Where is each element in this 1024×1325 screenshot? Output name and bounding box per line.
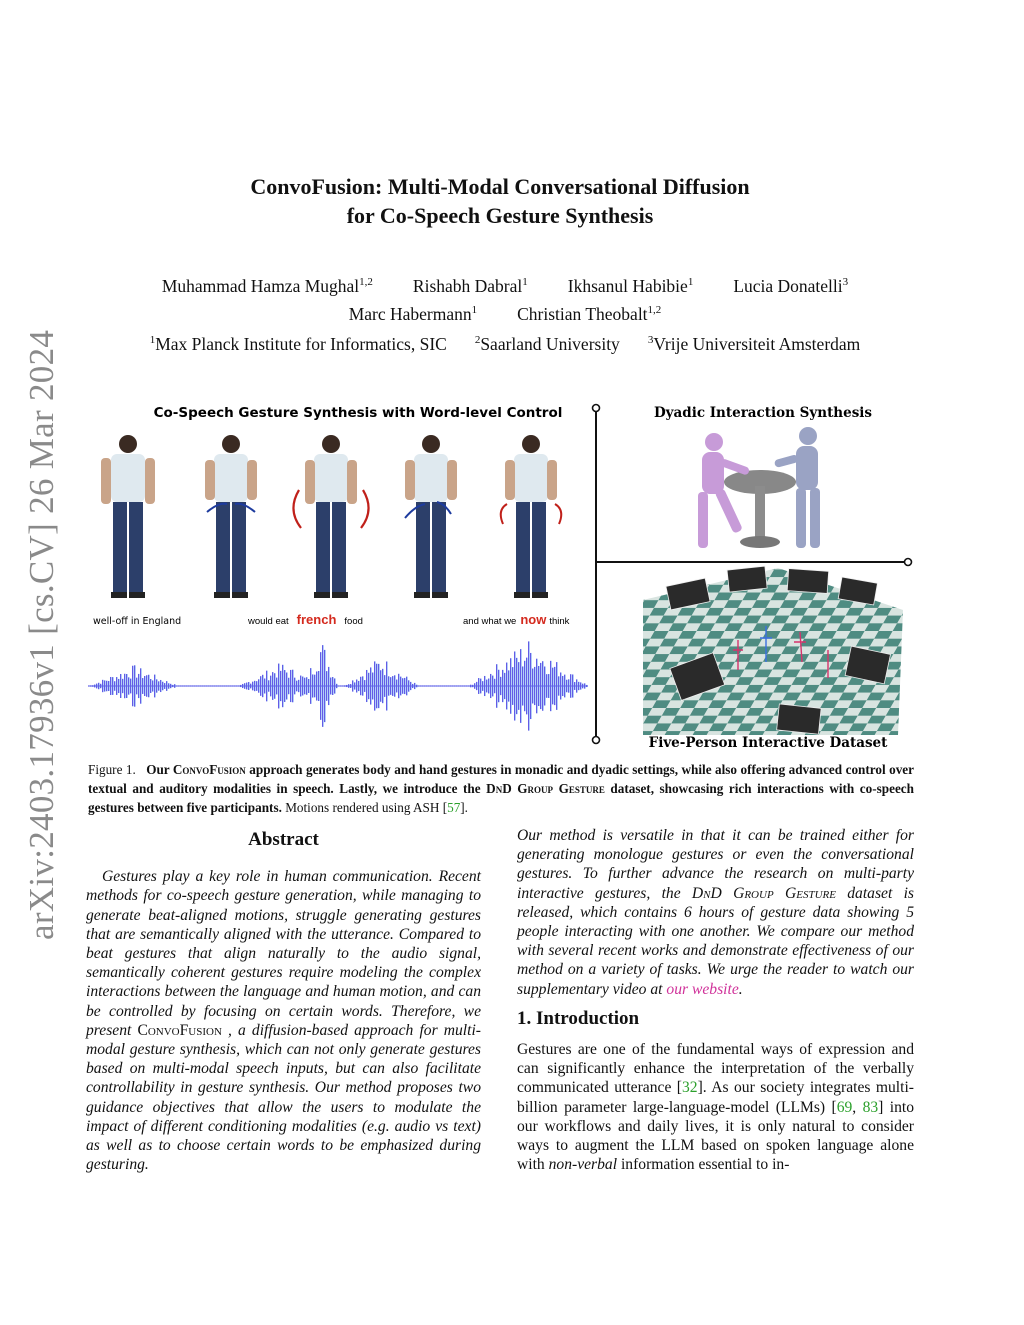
waveform-bar [576, 679, 577, 692]
waveform-bar [346, 685, 347, 687]
waveform-bar [242, 684, 243, 688]
waveform-bar [446, 685, 447, 686]
waveform-bar [374, 661, 375, 710]
waveform-bar [274, 673, 275, 699]
waveform-bar [146, 675, 147, 697]
person-figure-3 [293, 435, 368, 598]
waveform-bar [180, 685, 181, 686]
waveform-bar [104, 680, 105, 691]
waveform-bar [98, 683, 99, 689]
waveform-bar [134, 665, 135, 706]
waveform-bar [464, 685, 465, 686]
waveform-bar [124, 674, 125, 698]
waveform-bar [88, 685, 89, 686]
waveform-bar [564, 675, 565, 698]
waveform-bar [222, 685, 223, 686]
waveform-bar [138, 674, 139, 698]
waveform-bar [586, 685, 587, 687]
waveform-bar [318, 671, 319, 701]
waveform-bar [448, 685, 449, 686]
waveform-bar [272, 672, 273, 700]
waveform-bar [330, 678, 331, 695]
waveform-bar [282, 665, 283, 707]
waveform-bar [450, 685, 451, 686]
waveform-bar [212, 685, 213, 686]
waveform-bar [210, 685, 211, 686]
waveform-bar [444, 685, 445, 686]
waveform-bar [314, 675, 315, 698]
waveform-bar [474, 683, 475, 689]
waveform-bar [154, 675, 155, 698]
waveform-bar [194, 685, 195, 686]
waveform-bar [554, 667, 555, 705]
waveform-bar [420, 685, 421, 686]
waveform-bar [558, 676, 559, 695]
waveform-bar [176, 685, 177, 686]
waveform-bar [152, 680, 153, 691]
teaser-figure [88, 400, 920, 750]
waveform-bar [284, 670, 285, 702]
arxiv-identifier: arXiv:2403.17936v1 [cs.CV] 26 Mar 2024 [22, 329, 61, 940]
waveform-bar [280, 671, 281, 701]
waveform-bar [298, 680, 299, 692]
waveform-bar [510, 658, 511, 714]
waveform-bar [522, 666, 523, 705]
waveform-bar [526, 658, 527, 715]
waveform-bar [476, 682, 477, 690]
waveform-bar [202, 685, 203, 686]
waveform-bar [334, 678, 335, 693]
waveform-bar [422, 685, 423, 686]
waveform-bar [246, 683, 247, 690]
waveform-bar [116, 677, 117, 695]
waveform-bar [196, 685, 197, 686]
panel-title-dataset: Five-Person Interactive Dataset [648, 735, 888, 750]
waveform-bar [244, 683, 245, 689]
waveform-bar [226, 685, 227, 686]
waveform-bar [468, 685, 469, 686]
waveform-bar [336, 684, 337, 688]
waveform-bar [426, 685, 427, 686]
waveform-bar [288, 678, 289, 694]
waveform-bar [490, 674, 491, 698]
waveform-bar [182, 685, 183, 686]
waveform-bar [372, 673, 373, 700]
author: Muhammad Hamza Mughal$^{1,2}$ [161, 275, 373, 296]
waveform-bar [192, 685, 193, 686]
waveform-bar [224, 685, 225, 686]
waveform-bar [136, 678, 137, 695]
waveform-bar [294, 678, 295, 695]
waveform-bar [162, 682, 163, 691]
waveform-bar [250, 684, 251, 689]
waveform-bar [286, 673, 287, 700]
waveform-bar [324, 650, 325, 722]
waveform-bar [100, 684, 101, 688]
waveform-bar [228, 685, 229, 686]
waveform-bar [452, 685, 453, 686]
person-figure-1 [101, 435, 155, 598]
citation-link[interactable]: 83 [862, 1098, 879, 1116]
person-figure-4 [405, 435, 457, 598]
citation-link[interactable]: 32 [682, 1079, 698, 1097]
waveform-bar [156, 679, 157, 692]
waveform-bar [112, 677, 113, 695]
waveform-bar [114, 681, 115, 691]
waveform-bar [462, 685, 463, 686]
waveform-bar [540, 663, 541, 709]
waveform-bar [170, 684, 171, 688]
waveform-bar [492, 676, 493, 697]
waveform-bar [406, 677, 407, 696]
waveform-bar [166, 681, 167, 691]
abstract-paragraph-2: Our method is versatile in that it can be trained either for generating monologue gestures or even the conversational gestures. To further advance the research on multi-party interactive gestures, the DnD Group Gesture dataset is released, which contains 6 hours of gesture data showing 5 people interacting with one another. We compare our method with several recent works and demonstrate effectiveness of our method on a variety of tasks. We urge the reader to watch our supplementary video at our website. [517, 827, 914, 998]
waveform-bar [110, 677, 111, 695]
waveform-bar [470, 685, 471, 688]
waveform-bar [432, 685, 433, 686]
waveform-bar [92, 685, 93, 687]
waveform-bar [562, 676, 563, 696]
waveform-bar [388, 676, 389, 695]
waveform-bar [96, 684, 97, 689]
waveform-bar [412, 684, 413, 688]
title-line-1: ConvoFusion: Multi-Modal Conversational Diffusion [250, 174, 750, 199]
waveform-bar [584, 683, 585, 688]
waveform-bar [392, 676, 393, 696]
waveform-bar [206, 685, 207, 686]
waveform-bar [560, 672, 561, 699]
waveform-bar [232, 685, 233, 686]
waveform-bar [472, 685, 473, 687]
waveform-bar [508, 670, 509, 701]
waveform-bar [304, 678, 305, 695]
affiliation: $^3$Vrije Universiteit Amsterdam [647, 334, 861, 354]
waveform-bar [496, 664, 497, 708]
waveform-bar [142, 678, 143, 694]
introduction-heading: 1. Introduction [517, 1007, 640, 1029]
waveform-bar [370, 667, 371, 704]
author-list [80, 270, 930, 326]
five-person-dataset-scene [643, 566, 903, 735]
waveform-bar [442, 685, 443, 686]
waveform-bar [338, 685, 339, 686]
waveform-bar [258, 679, 259, 692]
person-figure-5 [501, 435, 562, 598]
waveform-bar [398, 674, 399, 698]
waveform-bar [532, 669, 533, 704]
word-label-3: and what we now think [463, 612, 570, 627]
waveform-bar [530, 653, 531, 719]
waveform-bar [118, 679, 119, 693]
waveform-bar [198, 685, 199, 686]
waveform-bar [302, 677, 303, 696]
citation-link[interactable]: 69 [836, 1098, 853, 1116]
waveform-bar [434, 685, 435, 686]
waveform-bar [308, 679, 309, 693]
waveform-bar [188, 685, 189, 686]
waveform-bar [516, 658, 517, 714]
waveform-bar [456, 685, 457, 686]
waveform-bar [344, 685, 345, 686]
waveform-bar [460, 685, 461, 686]
waveform-bar [518, 662, 519, 710]
waveform-bar [236, 685, 237, 686]
waveform-bar [158, 681, 159, 690]
waveform-bar [268, 680, 269, 691]
waveform-bar [394, 675, 395, 696]
waveform-bar [534, 667, 535, 705]
waveform-bar [240, 685, 241, 687]
abstract-column [86, 830, 481, 1174]
waveform-bar [386, 661, 387, 710]
waveform-bar [326, 671, 327, 701]
dyadic-scene [698, 427, 820, 548]
waveform-bar [128, 677, 129, 694]
affiliations [80, 334, 930, 355]
waveform-bar [120, 674, 121, 698]
waveform-bar [466, 685, 467, 686]
waveform-bar [500, 677, 501, 695]
waveform-bar [568, 679, 569, 692]
waveform-bar [424, 685, 425, 686]
waveform-bar [254, 681, 255, 691]
waveform-bar [512, 667, 513, 705]
waveform-bar [458, 685, 459, 686]
waveform-bar [550, 661, 551, 711]
waveform-bar [150, 679, 151, 693]
waveform-bar [572, 674, 573, 697]
waveform-bar [126, 674, 127, 698]
panel-title-dyadic: Dyadic Interaction Synthesis [653, 405, 873, 421]
waveform-bar [296, 681, 297, 692]
waveform-bar [322, 645, 323, 727]
waveform-bar [208, 685, 209, 686]
waveform-bar [378, 664, 379, 708]
waveform-bar [480, 679, 481, 694]
waveform-bar [172, 685, 173, 687]
waveform-bar [358, 681, 359, 691]
waveform-bar [290, 670, 291, 702]
waveform-bar [140, 668, 141, 703]
waveform-bar [310, 668, 311, 704]
citation-link[interactable]: 57 [447, 800, 461, 815]
waveform-bar [438, 685, 439, 686]
waveform-bar [264, 678, 265, 693]
waveform-bar [186, 685, 187, 686]
word-label-1: well-off in England [93, 616, 182, 627]
waveform-bar [536, 659, 537, 714]
author: Lucia Donatelli$^3$ [733, 275, 849, 296]
waveform-bar [164, 683, 165, 689]
figure-caption: Figure 1. Our ConvoFusion approach generates body and hand gestures in monadic and dyadic settings, while also offering advanced control over textual and auditory modalities in speech. Lastly, we introduce the DnD Group Gesture dataset, showcasing rich interactions with co-speech gestures between five participants. Motions rendered using ASH [57]. [88, 762, 914, 815]
waveform-bar [364, 680, 365, 692]
affiliation: $^1$Max Planck Institute for Informatics, SIC [149, 334, 447, 354]
waveform-bar [376, 664, 377, 709]
waveform-bar [538, 666, 539, 706]
author: Ikhsanul Habibie$^1$ [567, 275, 694, 296]
waveform-bar [578, 682, 579, 690]
waveform-bar [316, 671, 317, 700]
waveform-bar [506, 663, 507, 710]
waveform-bar [430, 685, 431, 686]
waveform-bar [190, 685, 191, 686]
waveform-bar [542, 661, 543, 711]
waveform-bar [368, 673, 369, 699]
waveform-bar [524, 661, 525, 711]
waveform-bar [248, 682, 249, 690]
waveform-bar [270, 676, 271, 697]
waveform-bar [348, 684, 349, 688]
waveform-bar [390, 677, 391, 695]
waveform-bar [504, 673, 505, 699]
waveform-bar [108, 681, 109, 691]
waveform-bar [216, 685, 217, 686]
waveform-bar [408, 680, 409, 691]
waveform-bar [312, 674, 313, 697]
waveform-bar [484, 676, 485, 696]
waveform-bar [410, 682, 411, 690]
waveform-bar [106, 681, 107, 691]
waveform-bar [482, 681, 483, 691]
waveform-bar [414, 683, 415, 689]
waveform-bar [356, 679, 357, 692]
waveform-bar [436, 685, 437, 686]
waveform-bar [566, 680, 567, 692]
waveform-bar [174, 684, 175, 688]
waveform-bar [354, 682, 355, 689]
waveform-bar [552, 668, 553, 705]
waveform-bar [238, 685, 239, 686]
waveform-bar [340, 685, 341, 686]
waveform-bar [306, 677, 307, 695]
waveform-bar [396, 680, 397, 693]
waveform-bar [256, 681, 257, 691]
waveform-bar [582, 684, 583, 689]
caption-label: Figure 1. [88, 762, 136, 777]
waveform-bar [416, 685, 417, 688]
waveform-bar [402, 678, 403, 694]
waveform-bar [260, 676, 261, 696]
waveform-bar [360, 677, 361, 695]
waveform-bar [148, 675, 149, 697]
waveform-bar [204, 685, 205, 686]
waveform-bar [488, 679, 489, 694]
waveform-bar [102, 680, 103, 692]
waveform-bar [520, 649, 521, 723]
waveform-bar [276, 678, 277, 695]
waveform-bar [428, 685, 429, 686]
waveform-bar [94, 685, 95, 688]
word-label-2: would eat french food [248, 612, 363, 627]
waveform-bar [218, 685, 219, 686]
panel-title-left: Co-Speech Gesture Synthesis with Word-level Control [153, 405, 563, 421]
waveform-bar [400, 677, 401, 696]
abstract-paragraph-1: Gestures play a key role in human communication. Recent methods for co-speech gesture generation, while managing to generate beat-aligned motions, struggle generating gestures that are semantically aligned with the utterance. Compared to beat gestures that align naturally to the audio signal, semantically coherent gestures require modeling the complex interactions between the language and human motion, and can be controlled by focusing on certain words. Therefore, we present ConvoFusion , a diffusion-based approach for multi-modal gesture synthesis, which can not only generate gestures based on multi-modal speech inputs, but can also facilitate controllability in gesture synthesis. Our method proposes two guidance objectives that allow the users to modulate the impact of different conditioning modalities (e.g. audio vs text) as well as to choose certain words to be emphasized during gesturing. [86, 868, 481, 1174]
waveform-bar [160, 680, 161, 692]
waveform-bar [440, 685, 441, 686]
abstract-heading: Abstract [248, 829, 319, 850]
waveform-bar [292, 670, 293, 703]
paper-title [0, 172, 1000, 230]
waveform-bar [320, 652, 321, 720]
waveform-bar [178, 685, 179, 686]
waveform-bar [132, 666, 133, 707]
waveform-bar [548, 674, 549, 698]
waveform-bar [380, 670, 381, 702]
waveform-bar [544, 667, 545, 706]
waveform-bar [328, 667, 329, 705]
person-figure-2 [205, 435, 257, 598]
waveform-bar [362, 676, 363, 695]
waveform-bar [90, 685, 91, 686]
waveform-bar [418, 685, 419, 686]
audio-waveform [88, 641, 588, 730]
title-line-2: for Co-Speech Gesture Synthesis [346, 203, 654, 228]
waveform-bar [278, 664, 279, 709]
waveform-bar [546, 674, 547, 698]
waveform-bar [454, 685, 455, 686]
author: Rishabh Dabral$^1$ [412, 275, 528, 296]
waveform-bar [262, 675, 263, 697]
waveform-bar [300, 676, 301, 697]
waveform-bar [580, 682, 581, 689]
waveform-bar [220, 685, 221, 686]
waveform-bar [144, 676, 145, 696]
website-link[interactable]: our website [666, 980, 739, 998]
waveform-bar [382, 669, 383, 703]
waveform-bar [570, 674, 571, 698]
waveform-bar [342, 685, 343, 686]
waveform-bar [266, 671, 267, 702]
author: Marc Habermann$^1$ [348, 303, 478, 324]
waveform-bar [556, 662, 557, 710]
waveform-bar [574, 682, 575, 690]
waveform-bar [486, 680, 487, 693]
waveform-bar [352, 680, 353, 691]
waveform-bar [498, 670, 499, 702]
waveform-bar [502, 670, 503, 702]
waveform-bar [528, 641, 529, 730]
waveform-bar [184, 685, 185, 686]
waveform-bar [514, 651, 515, 720]
waveform-bar [478, 678, 479, 694]
right-column [517, 826, 914, 1174]
waveform-bar [122, 679, 123, 693]
waveform-bar [214, 685, 215, 686]
waveform-bar [350, 684, 351, 688]
introduction-paragraph: Gestures are one of the fundamental ways of expression and can significantly enhance the interpretation of the verbally communicated utterance [32]. As our society integrates multi-billion parameter large-language-model (LLMs) [69, 83] into our workflows and daily lives, it is only natural to consider ways to augment the LLM based on spoken language alone with non-verbal information essential to in- [517, 1041, 914, 1174]
waveform-bar [384, 675, 385, 697]
waveform-bar [404, 678, 405, 694]
waveform-bar [200, 685, 201, 686]
waveform-bar [494, 679, 495, 693]
waveform-bar [332, 677, 333, 695]
waveform-bar [234, 685, 235, 686]
waveform-bar [230, 685, 231, 686]
author: Christian Theobalt$^{1,2}$ [517, 303, 662, 324]
waveform-bar [366, 670, 367, 702]
affiliation: $^2$Saarland University [474, 334, 620, 354]
waveform-bar [168, 683, 169, 688]
waveform-bar [130, 679, 131, 694]
waveform-bar [252, 682, 253, 691]
